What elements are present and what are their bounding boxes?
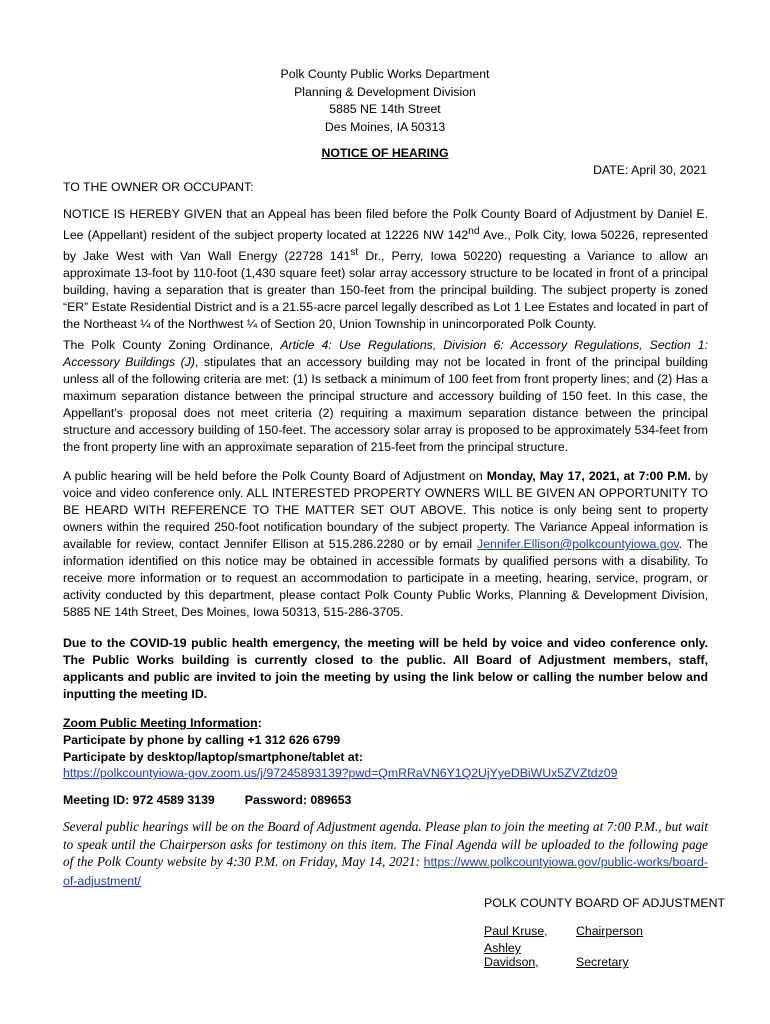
header-line: Planning & Development Division bbox=[294, 84, 476, 99]
text: NOTICE IS HEREBY GIVEN that an Appeal has been filed before the Polk County Board of Adjustment by Daniel E. Lee (Appellant) resident of the subject property located at 12226 NW 142 bbox=[63, 207, 708, 243]
agenda-note bbox=[63, 818, 708, 890]
zoom-phone: Participate by phone by calling +1 312 626 6799 bbox=[63, 733, 341, 747]
text: by voice and video conference only. ALL INTERESTED PROPERTY OWNERS WILL BE GIVEN AN OPPORTUNITY TO BE HEARD WITH REFERENCE TO THE MATTER SET OUT ABOVE. This notice is only being sent to property owners within the required 250-foot notification boundary of the subject property. The Variance Appeal information is available for review, contact Jennifer Ellison at 515.286.2280 or by email bbox=[63, 469, 708, 551]
paragraph-ordinance bbox=[63, 337, 708, 456]
text: , stipulates that an accessory building may not be located in front of the principal building unless all of the following criteria are met: (1) Is setback a minimum of 100 feet from front property lines; and (2) Has a maximum separation distance between the principal structure and accessory building of 150 feet. In this case, the Appellant’s proposal does not meet criteria (2) requiring a maximum separation distance between the principal structure and accessory building of 150-feet. The accessory solar array is proposed to be approximately 534-feet from the front property line with an approximate separation of 215-feet from the principal structure. bbox=[63, 355, 708, 454]
paragraph-covid: Due to the COVID-19 public health emergency, the meeting will be held by voice and video conference only. The Public Works building is currently closed to the public. All Board of Adjustment members, staff, applicants and public are invited to join the meeting by using the link below or calling the number below and inputting the meeting ID. bbox=[63, 636, 708, 701]
zoom-desktop: Participate by desktop/laptop/smartphone/tablet at: bbox=[63, 750, 363, 764]
hearing-datetime: Monday, May 17, 2021, at 7:00 P.M. bbox=[486, 469, 691, 483]
header-line: 5885 NE 14th Street bbox=[329, 102, 441, 116]
text: Dr., Perry, Iowa 50220) requesting a Variance to allow an approximate 13-foot by 110-foot (1,430 square feet) solar array accessory structure to be located in front of a principal building, having a separation that is greater than 150-feet from the principal building. The subject property is zoned “ER” Estate Residential District and is a 21.55-acre parcel legally described as Lot 1 Lee Estates and located in part of the Northeast ¼ of the Northwest ¼ of Section 20, Union Township in unincorporated Polk County. bbox=[63, 249, 708, 332]
department-header bbox=[0, 66, 770, 136]
zoom-link[interactable]: https://polkcountyiowa-gov.zoom.us/j/97245893139?pwd=QmRRaVN6Y1Q2UjYyeDBiWUx5ZVZtdz09 bbox=[63, 766, 618, 780]
text: Several public hearings will be on the Board of Adjustment agenda. Please plan to join the meeting at 7:00 P.M., but wait to speak until the Chairperson asks for testimony on this item. The Final Agenda will be uploaded to the following page of the Polk County website by 4:30 P.M. on Friday, May 14, 2021: bbox=[63, 819, 708, 869]
signature-row bbox=[484, 924, 643, 938]
zoom-heading-line bbox=[63, 715, 363, 732]
signature-row bbox=[484, 941, 629, 969]
board-name: POLK COUNTY BOARD OF ADJUSTMENT bbox=[484, 896, 725, 910]
text: . The information identified on this notice may be obtained in accessible formats by qualified persons with a disability. To receive more information or to request an accommodation to participate in a meeting, hearing, service, program, or activity conducted by this department, please contact Polk County Public Works, Planning & Development Division, 5885 NE 14th Street, Des Moines, Iowa 50313, 515-286-3705. bbox=[63, 537, 708, 619]
signer-name: Ashley Davidson, bbox=[484, 941, 539, 969]
header-line: Des Moines, IA 50313 bbox=[324, 119, 446, 134]
meeting-id: Meeting ID: 972 4589 3139 bbox=[63, 793, 215, 807]
paragraph-appeal bbox=[63, 206, 708, 333]
notice-title: NOTICE OF HEARING bbox=[321, 146, 449, 160]
board-link[interactable]: https://www.polkcountyiowa.gov/public-works/board-of-adjustment/ bbox=[63, 855, 708, 888]
zoom-info bbox=[63, 715, 363, 766]
addressee: TO THE OWNER OR OCCUPANT: bbox=[63, 180, 254, 194]
meeting-password: Password: 089653 bbox=[244, 793, 352, 807]
text: A public hearing will be held before the Polk County Board of Adjustment on bbox=[63, 469, 487, 483]
text: : bbox=[257, 716, 262, 730]
email-link[interactable]: Jennifer.Ellison@polkcountyiowa.gov bbox=[477, 537, 679, 551]
zoom-heading: Zoom Public Meeting Information bbox=[63, 716, 258, 730]
notice-date: DATE: April 30, 2021 bbox=[593, 163, 707, 177]
paragraph-hearing bbox=[63, 468, 708, 621]
zoom-link-line bbox=[63, 766, 617, 780]
signer-name: Paul Kruse, bbox=[484, 924, 548, 938]
text: Ave., Polk City, Iowa 50226, represented by Jake West with Van Wall Energy (22728 141 bbox=[63, 228, 709, 264]
signer-role: Chairperson bbox=[576, 924, 643, 938]
superscript: st bbox=[350, 247, 359, 259]
meeting-credentials bbox=[63, 793, 351, 807]
signer-role: Secretary bbox=[576, 955, 629, 969]
header-line: Polk County Public Works Department bbox=[280, 67, 490, 81]
ordinance-citation: Article 4: Use Regulations, Division 6: Accessory Regulations, Section 1: Accessory Buildings (J) bbox=[63, 338, 709, 369]
text: The Polk County Zoning Ordinance, bbox=[63, 338, 281, 352]
superscript: nd bbox=[468, 226, 480, 237]
